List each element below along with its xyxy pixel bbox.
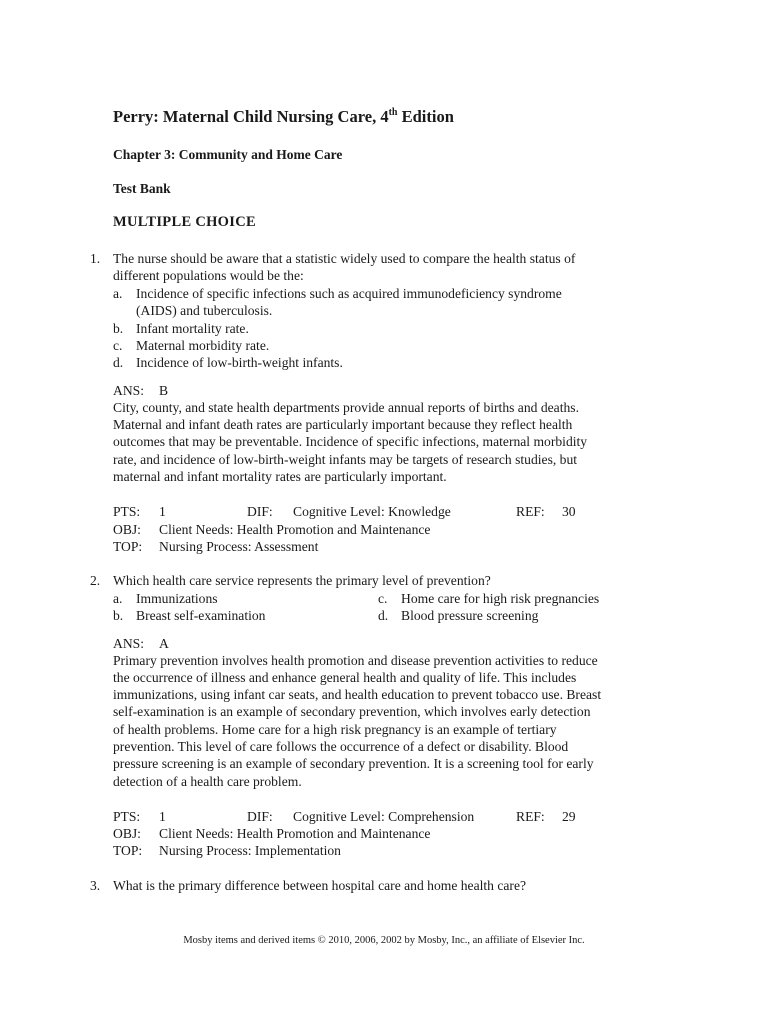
- obj-value: Client Needs: Health Promotion and Maintenance: [159, 826, 431, 841]
- chapter-heading: Chapter 3: Community and Home Care: [113, 147, 343, 162]
- option-text: Infant mortality rate.: [136, 321, 249, 336]
- rationale-line: immunizations, using infant car seats, and health education to prevent tobacco use. Breast: [113, 687, 602, 702]
- option-text: Maternal morbidity rate.: [136, 338, 270, 353]
- question-stem: What is the primary difference between hospital care and home health care?: [113, 878, 527, 893]
- obj-label: OBJ:: [113, 522, 141, 537]
- option-text: (AIDS) and tuberculosis.: [136, 303, 273, 318]
- pts-value: 1: [159, 809, 166, 824]
- rationale-line: pressure screening is an example of secondary prevention. It is a screening tool for early: [113, 756, 594, 771]
- rationale-line: City, county, and state health departments provide annual reports of births and deaths.: [113, 400, 579, 415]
- question-stem: The nurse should be aware that a statistic widely used to compare the health status of: [113, 251, 576, 266]
- test-bank-heading: Test Bank: [113, 181, 171, 196]
- rationale-line: rate, and incidence of low-birth-weight infants may be targets of research studies, but: [113, 452, 578, 467]
- option-letter: d.: [378, 608, 389, 623]
- option-text: Home care for high risk pregnancies: [401, 591, 600, 606]
- option-text: Incidence of specific infections such as acquired immunodeficiency syndrome: [136, 286, 562, 301]
- ref-value: 30: [562, 504, 576, 519]
- dif-label: DIF:: [247, 809, 273, 824]
- question-number: 1.: [90, 251, 101, 266]
- answer-value: B: [159, 383, 169, 398]
- pts-value: 1: [159, 504, 166, 519]
- option-letter: b.: [113, 321, 124, 336]
- rationale-line: the occurrence of illness and enhance general health and quality of life. This includes: [113, 670, 577, 685]
- section-heading: MULTIPLE CHOICE: [113, 214, 256, 230]
- top-value: Nursing Process: Implementation: [159, 843, 341, 858]
- ref-label: REF:: [516, 809, 545, 824]
- dif-value: Cognitive Level: Comprehension: [293, 809, 475, 824]
- option-letter: a.: [113, 286, 123, 301]
- question-number: 2.: [90, 573, 101, 588]
- top-label: TOP:: [113, 539, 143, 554]
- answer-value: A: [159, 636, 169, 651]
- ref-label: REF:: [516, 504, 545, 519]
- obj-label: OBJ:: [113, 826, 141, 841]
- pts-label: PTS:: [113, 809, 141, 824]
- option-letter: a.: [113, 591, 123, 606]
- dif-label: DIF:: [247, 504, 273, 519]
- option-letter: d.: [113, 355, 124, 370]
- rationale-line: maternal and infant mortality rates are particularly important.: [113, 469, 447, 484]
- rationale-line: of health problems. Home care for a high risk pregnancy is an example of tertiary: [113, 722, 557, 737]
- rationale-line: Primary prevention involves health promotion and disease prevention activities to reduce: [113, 653, 598, 668]
- rationale-line: outcomes that may be preventable. Incidence of specific infections, maternal morbidity: [113, 434, 588, 449]
- answer-label: ANS:: [113, 636, 144, 651]
- obj-value: Client Needs: Health Promotion and Maintenance: [159, 522, 431, 537]
- top-label: TOP:: [113, 843, 143, 858]
- option-letter: c.: [113, 338, 123, 353]
- pts-label: PTS:: [113, 504, 141, 519]
- rationale-line: self-examination is an example of secondary prevention, which involves early detection: [113, 704, 591, 719]
- question-stem: Which health care service represents the primary level of prevention?: [113, 573, 491, 588]
- question-number: 3.: [90, 878, 101, 893]
- rationale-line: prevention. This level of care follows the occurrence of a defect or disability. Blood: [113, 739, 569, 754]
- option-letter: c.: [378, 591, 388, 606]
- option-letter: b.: [113, 608, 124, 623]
- rationale-line: Maternal and infant death rates are particularly important because they reflect health: [113, 417, 573, 432]
- option-text: Incidence of low-birth-weight infants.: [136, 355, 343, 370]
- answer-label: ANS:: [113, 383, 144, 398]
- option-text: Breast self-examination: [136, 608, 266, 623]
- document-title: Perry: Maternal Child Nursing Care, 4th Edition: [113, 106, 454, 126]
- dif-value: Cognitive Level: Knowledge: [293, 504, 451, 519]
- question-stem: different populations would be the:: [113, 268, 304, 283]
- top-value: Nursing Process: Assessment: [159, 539, 319, 554]
- option-text: Immunizations: [136, 591, 218, 606]
- copyright-footer: Mosby items and derived items © 2010, 2006, 2002 by Mosby, Inc., an affiliate of Elsevier Inc.: [183, 935, 585, 946]
- ref-value: 29: [562, 809, 576, 824]
- rationale-line: detection of a health care problem.: [113, 774, 302, 789]
- option-text: Blood pressure screening: [401, 608, 539, 623]
